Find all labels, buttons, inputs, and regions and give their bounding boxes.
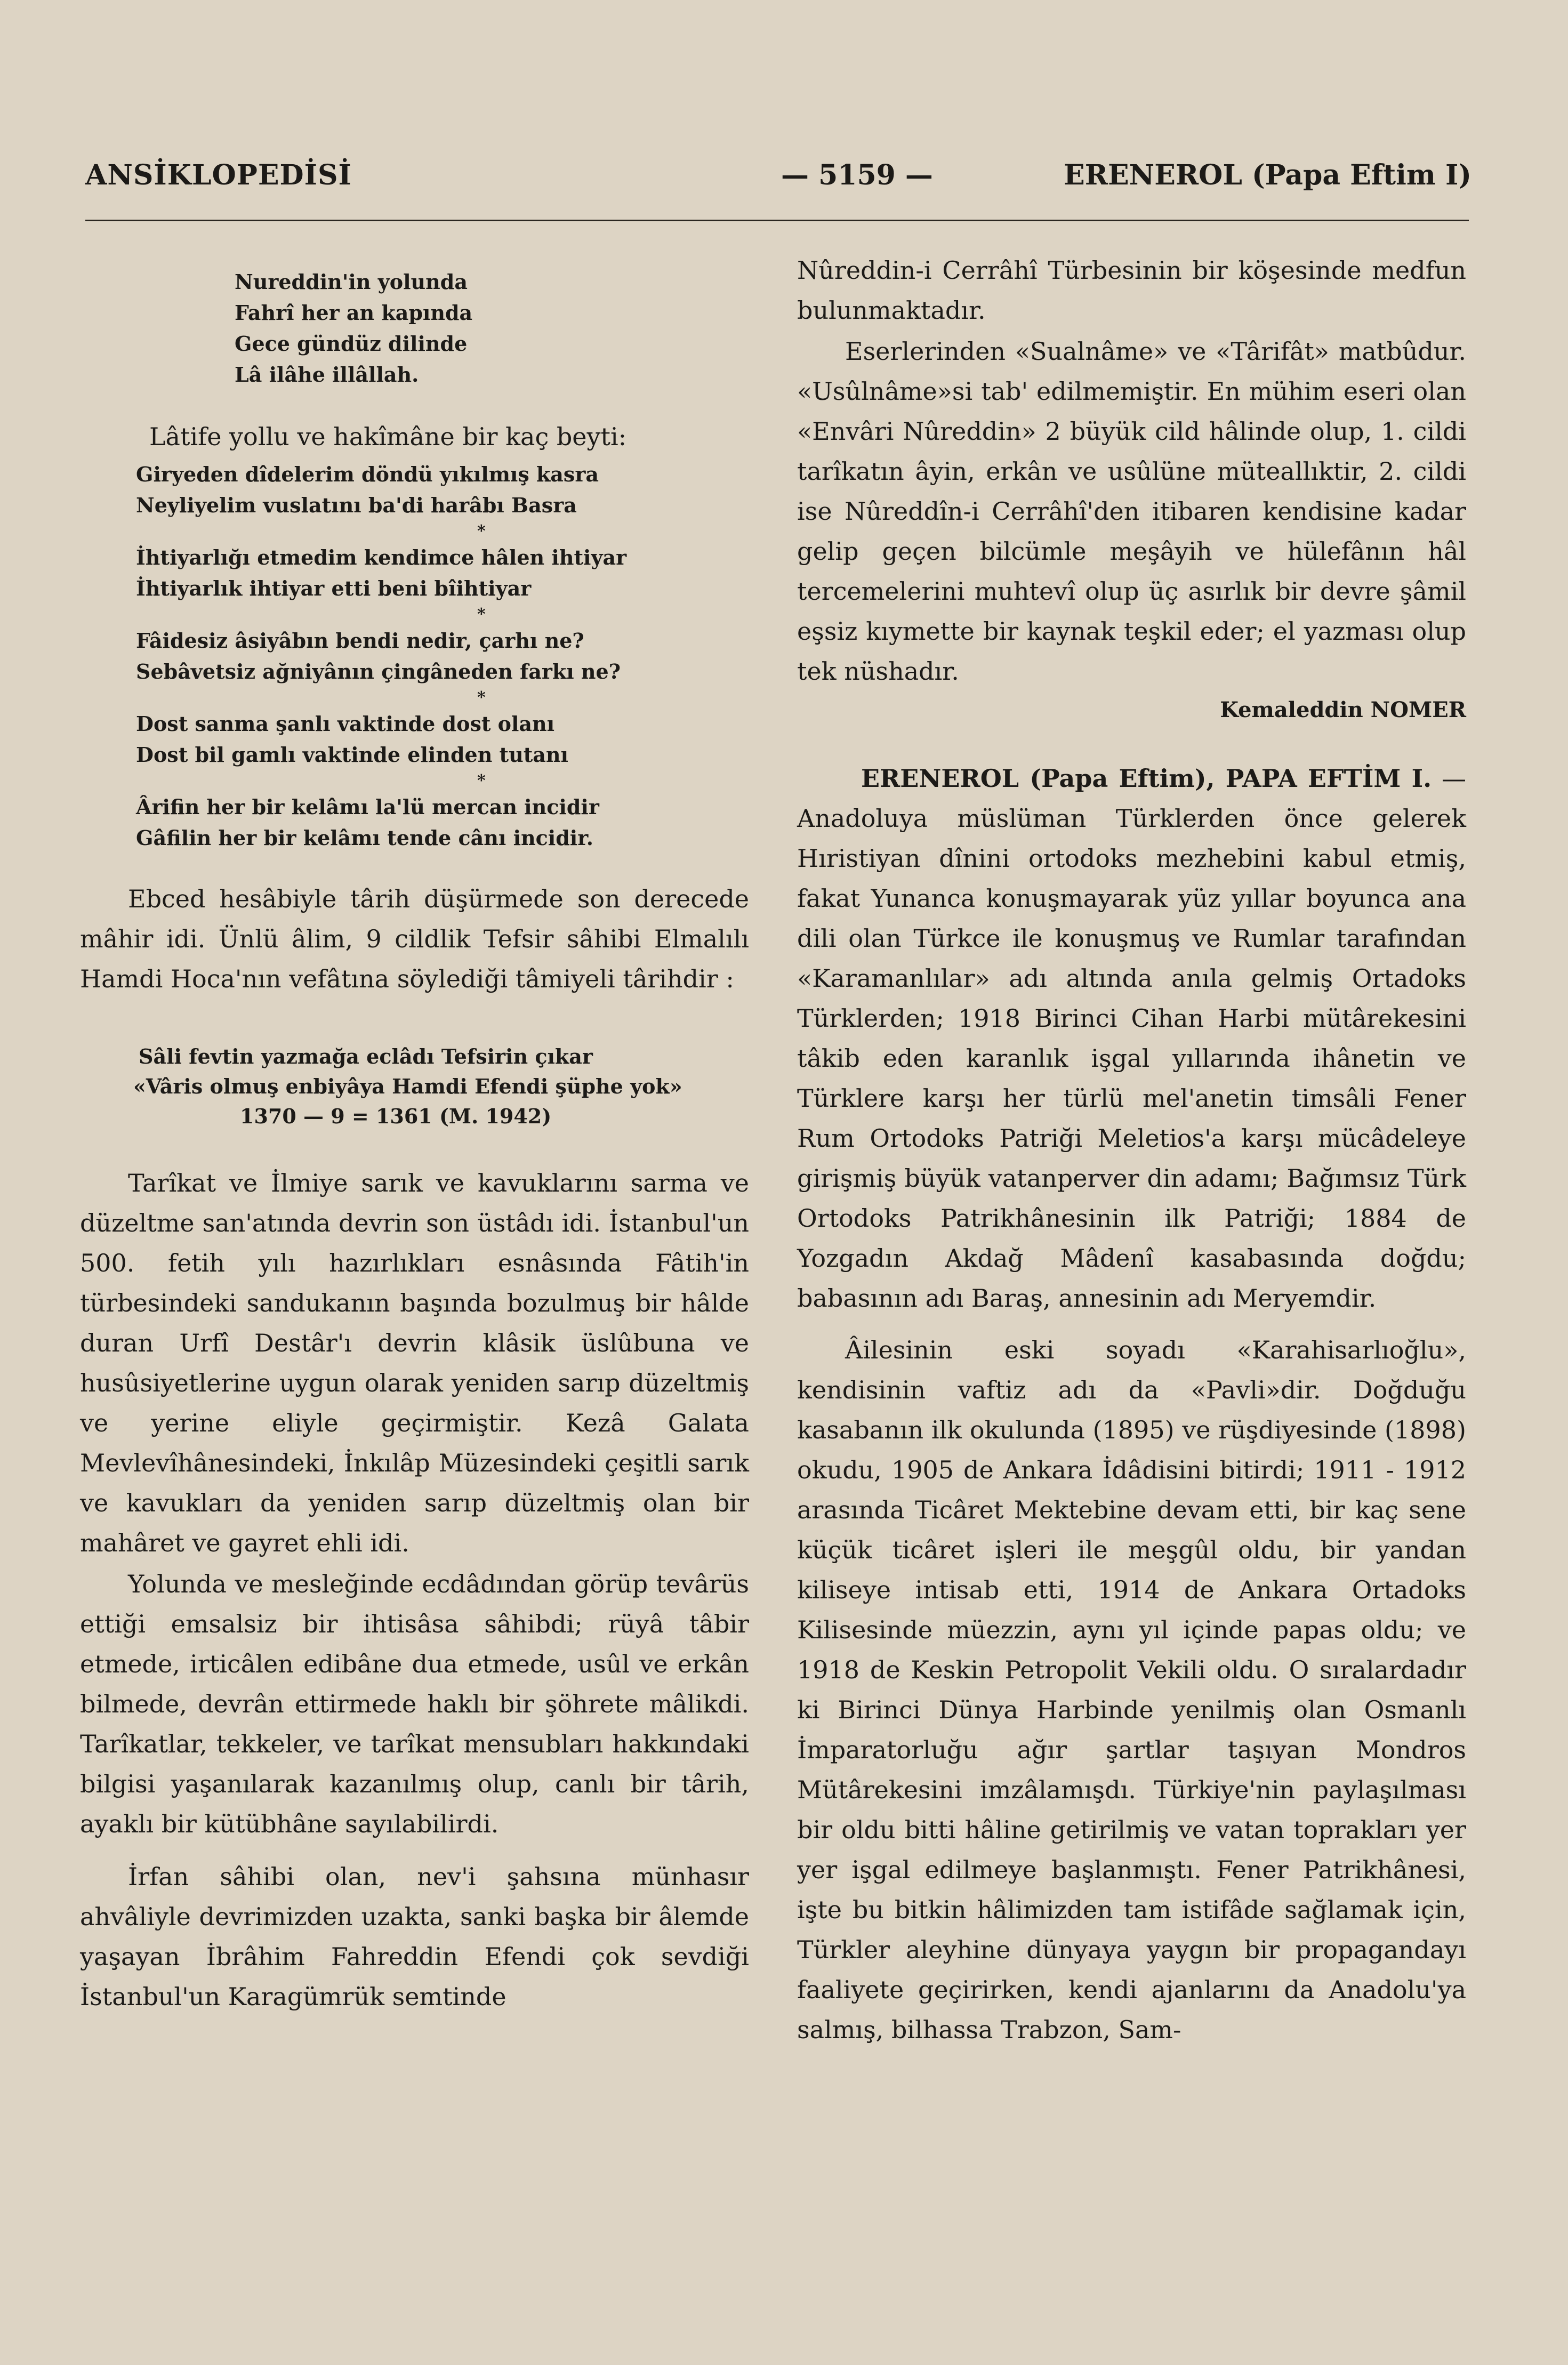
entry-heading: ERENEROL (Papa Eftim), PAPA EFTİM I. <box>861 764 1432 793</box>
author-signature: Kemaleddin NOMER <box>1220 697 1466 722</box>
paragraph-yolunda: Yolunda ve mesleğinde ecdâdından görüp tevârüs ettiği emsalsiz bir ihtisâsa sâhibdi; rüyâ tâbir etmede, irticâlen edibâne dua etmede, usûl ve erkân bilmede, devrân ettirmede haklı bir şöhrete mâlikdi. Tarîkatlar, tekkeler, ve tarîkat mensubları hakkındaki bilgisi yaşanılarak kazanılmış olup, canlı bir târih, ayaklı bir kütübhâne sayılabilirdi. <box>80 1570 749 1838</box>
verse-line: İhtiyarlığı etmedim kendimce hâlen ihtiyar <box>136 545 627 569</box>
separator-star: * <box>477 688 486 707</box>
paragraph-family: Âilesinin eski soyadı «Karahisarlıoğlu», kendisinin vaftiz adı da «Pavli»dir. Doğduğu kasabanın ilk okulunda (1895) ve rüşdiyesinde (1898) okudu, 1905 de Ankara İdâdisini bitirdi; 1911 - 1912 arasında Ticâret Mektebine devam etti, bir kaç sene küçük ticâret işleri ile meşgûl oldu, bir yandan kiliseye intisab etti, 1914 de Ankara Ortadoks Kilisesinde müezzin, aynı yıl içinde papas oldu; ve 1918 de Keskin Petropolit Vekili oldu. O sıralardadır ki Birinci Dünya Harbinde yenilmiş olan Osmanlı İmparatorluğu ağır şartlar taşıyan Mondros Mütârekesini imzâlamışdı. Türkiye'nin paylaşılması bir oldu bitti hâline getirilmiş ve vatan toprakları yer yer işgal edilmeye başlanmıştı. Fener Patrikhânesi, işte bu bitkin hâlimizden tam istifâde sağlamak için, Türkler aleyhine dünyaya yaygın bir propagandayı faaliyete geçirirken, kendi ajanlarını da Anadolu'ya salmış, bilhassa Trabzon, Sam- <box>797 1336 1466 2044</box>
verse-line: Dost sanma şanlı vaktinde dost olanı <box>136 712 555 736</box>
header-encyclopedia-title: ANSİKLOPEDİSİ <box>85 159 352 191</box>
paragraph-tarikat: Tarîkat ve İlmiye sarık ve kavuklarını sarma ve düzeltme san'atında devrin son üstâdı idi. İstanbul'un 500. fetih yılı hazırlıkları esnâsında Fâtih'in türbesindeki sandukanın başında bozulmuş bir hâlde duran Urfî Destâr'ı devrin klâsik üslûbuna ve husûsiyetlerine uygun olarak yeniden sarıp düzeltmiş ve yerine eliyle geçirmiştir. Kezâ Galata Mevlevîhânesindeki, İnkılâp Müzesindeki çeşitli sarık ve kavukları da yeniden sarıp düzeltmiş olan bir mahâret ve gayret ehli idi. <box>80 1169 749 1557</box>
verse-line: Lâ ilâhe illâllah. <box>235 363 419 387</box>
paragraph-ebced: Ebced hesâbiyle târih düşürmede son derecede mâhir idi. Ünlü âlim, 9 cildlik Tefsir sâhibi Elmalılı Hamdi Hoca'nın vefâtına söylediği tâmiyeli târihdir : <box>80 884 749 993</box>
verse-line: Fâidesiz âsiyâbın bendi nedir, çarhı ne? <box>136 629 584 653</box>
right-column <box>797 251 1466 2050</box>
separator-star: * <box>477 771 486 790</box>
paragraph-works: Eserlerinden «Sualnâme» ve «Târifât» matbûdur. «Usûlnâme»si tab' edilmemiştir. En mühim eseri olan «Envâri Nûreddin» 2 büyük cild hâlinde olup, 1. cildi tarîkatın âyin, erkân ve usûlüne müteallıktir, 2. cildi ise Nûreddîn-i Cerrâhî'den itibaren kendisine kadar gelip geçen bilcümle meşâyih ve hülefânın hâl tercemelerini muhtevî olup üç asırlık bir devre şâmil eşsiz kıymette bir kaynak teşkil eder; el yazması olup tek nüshadır. <box>797 337 1466 686</box>
paragraph-irfan: İrfan sâhibi olan, nev'i şahsına münhasır ahvâliyle devrimizden uzakta, sanki başka bir âlemde yaşayan İbrâhim Fahreddin Efendi çok sevdiği İstanbul'un Karagümrük semtinde <box>80 1862 749 2011</box>
page-number: — 5159 — <box>781 159 933 191</box>
verse-line: Gece gündüz dilinde <box>235 332 468 356</box>
paragraph-latife: Lâtife yollu ve hakîmâne bir kaç beyti: <box>149 422 627 451</box>
entry-erenerol <box>797 759 1466 1318</box>
verse-line: 1370 — 9 = 1361 (M. 1942) <box>240 1104 552 1128</box>
verse-line: Sâli fevtin yazmağa eclâdı Tefsirin çıkar <box>139 1044 593 1068</box>
separator-star: * <box>477 605 486 624</box>
verse-line: Sebâvetsiz ağniyânın çingâneden farkı ne? <box>136 659 621 683</box>
verse-line: «Vâris olmuş enbiyâya Hamdi Efendi şüphe yok» <box>133 1074 682 1098</box>
verse-line: İhtiyarlık ihtiyar etti beni bîihtiyar <box>136 576 532 600</box>
verse-nureddin <box>80 267 749 390</box>
verse-line: Neyliyelim vuslatını ba'di harâbı Basra <box>136 493 577 517</box>
separator-star: * <box>477 522 486 541</box>
entry-body: — Anadoluya müslüman Türklerden önce gelerek Hıristiyan dînini ortodoks mezhebini kabul etmiş, fakat Yunanca konuşmayarak yüz yıllar boyunca ana dili olan Türkce ile konuşmuş ve Rumlar tarafından «Karamanlılar» adı altında anıla gelmiş Ortadoks Türklerden; 1918 Birinci Cihan Harbi mütârekesini tâkib eden karanlık işgal yıllarında ihânetin ve Türklere karşı her türlü mel'anetin timsâli Fener Rum Ortodoks Patriği Meletios'a karşı mücâdeleye girişmiş büyük vatanperver din adamı; Bağımsız Türk Ortodoks Patrikhânesinin ilk Patriği; 1884 de Yozgadın Akdağ Mâdenî kasabasında doğdu; babasının adı Baraş, annesinin adı Meryemdir. <box>797 764 1466 1313</box>
verse-line: Gâfilin her bir kelâmı tende cânı incidir. <box>136 826 593 850</box>
verse-line: Giryeden dîdelerim döndü yıkılmış kasra <box>136 462 599 486</box>
verse-line: Ârifin her bir kelâmı la'lü mercan incidir <box>136 795 599 819</box>
page-header <box>85 159 1471 196</box>
header-rule <box>85 220 1469 221</box>
couplets <box>80 459 749 854</box>
verse-line: Fahrî her an kapında <box>235 301 473 325</box>
verse-line: Nureddin'in yolunda <box>235 270 468 294</box>
verse-line: Dost bil gamlı vaktinde elinden tutanı <box>136 743 568 767</box>
left-column <box>80 251 749 2017</box>
verse-tarih <box>80 1042 749 1131</box>
header-entry-title: ERENEROL (Papa Eftim I) <box>1064 159 1471 191</box>
paragraph-burial: Nûreddin-i Cerrâhî Türbesinin bir köşesinde medfun bulunmaktadır. <box>797 256 1466 325</box>
